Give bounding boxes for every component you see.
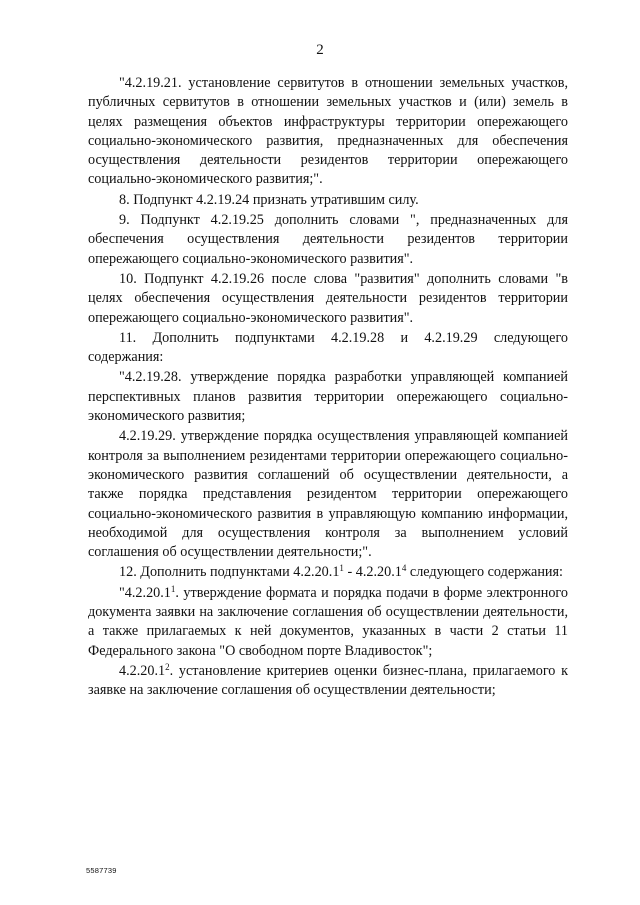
text-segment: 11. Дополнить подпунктами 4.2.19.28 и 4.2.19.29 следующего содержания:	[88, 329, 568, 366]
superscript: 1	[339, 563, 344, 574]
paragraph	[88, 368, 568, 426]
paragraph	[88, 329, 568, 368]
paragraph	[88, 191, 568, 210]
document-body	[88, 74, 568, 701]
paragraph	[88, 427, 568, 562]
text-segment: 10. Подпункт 4.2.19.26 после слова "развития" дополнить словами "в целях обеспечения осуществления деятельности резидентов территории опережающего социально-экономического развития".	[88, 270, 568, 326]
page-number: 2	[316, 42, 324, 58]
text-segment: 4.2.19.29. утверждение порядка осуществления управляющей компанией контроля за выполнением резидентами территории опережающего социально-экономического развития соглашений об осуществлении деятельности, а также порядка представления резидентом территории опережающего социально-экономического развития в управляющую компанию информации, необходимой для осуществления контроля за выполнением условий соглашения об осуществлении деятельности;".	[88, 428, 568, 561]
superscript: 4	[401, 563, 407, 574]
paragraph	[88, 211, 568, 269]
document-code: 5587739	[86, 866, 117, 875]
text-segment: следующего содержания:	[406, 564, 563, 581]
text-segment: "4.2.19.28. утверждение порядка разработки управляющей компанией перспективных планов развития территории опережающего социально-экономического развития;	[88, 369, 568, 425]
text-segment: "4.2.20.1	[119, 584, 171, 601]
text-segment: 12. Дополнить подпунктами 4.2.20.1	[119, 564, 340, 581]
paragraph	[88, 563, 568, 582]
text-segment: . установление критериев оценки бизнес-плана, прилагаемого к заявке на заключение соглашения об осуществлении деятельности;	[88, 662, 568, 699]
superscript: 1	[170, 583, 176, 594]
superscript: 2	[165, 661, 170, 672]
paragraph	[88, 584, 568, 661]
text-segment: 9. Подпункт 4.2.19.25 дополнить словами ", предназначенных для обеспечения осуществления деятельности резидентов территории опережающего социально-экономического развития".	[88, 212, 568, 267]
text-segment: . утверждение формата и порядка подачи в форме электронного документа заявки на заключение соглашения об осуществлении деятельности, а также прилагаемых к ней документов, указанных в части 2 статьи 11 Федерального закона "О свободном порте Владивосток";	[88, 584, 568, 659]
text-segment: 4.2.20.1	[119, 662, 166, 679]
paragraph	[88, 270, 568, 328]
text-segment: - 4.2.20.1	[343, 564, 402, 581]
text-segment: "4.2.19.21. установление сервитутов в отношении земельных участков, публичных сервитутов в отношении земельных участков и (или) земель в целях размещения объектов инфраструктуры территории опережающего социально-экономического развития, предназначенных для обеспечения осуществления деятельности резидентов территории опережающего социально-экономического развития;".	[88, 75, 568, 188]
text-segment: 8. Подпункт 4.2.19.24 признать утратившим силу.	[119, 191, 419, 208]
paragraph	[88, 74, 568, 190]
paragraph	[88, 662, 568, 701]
